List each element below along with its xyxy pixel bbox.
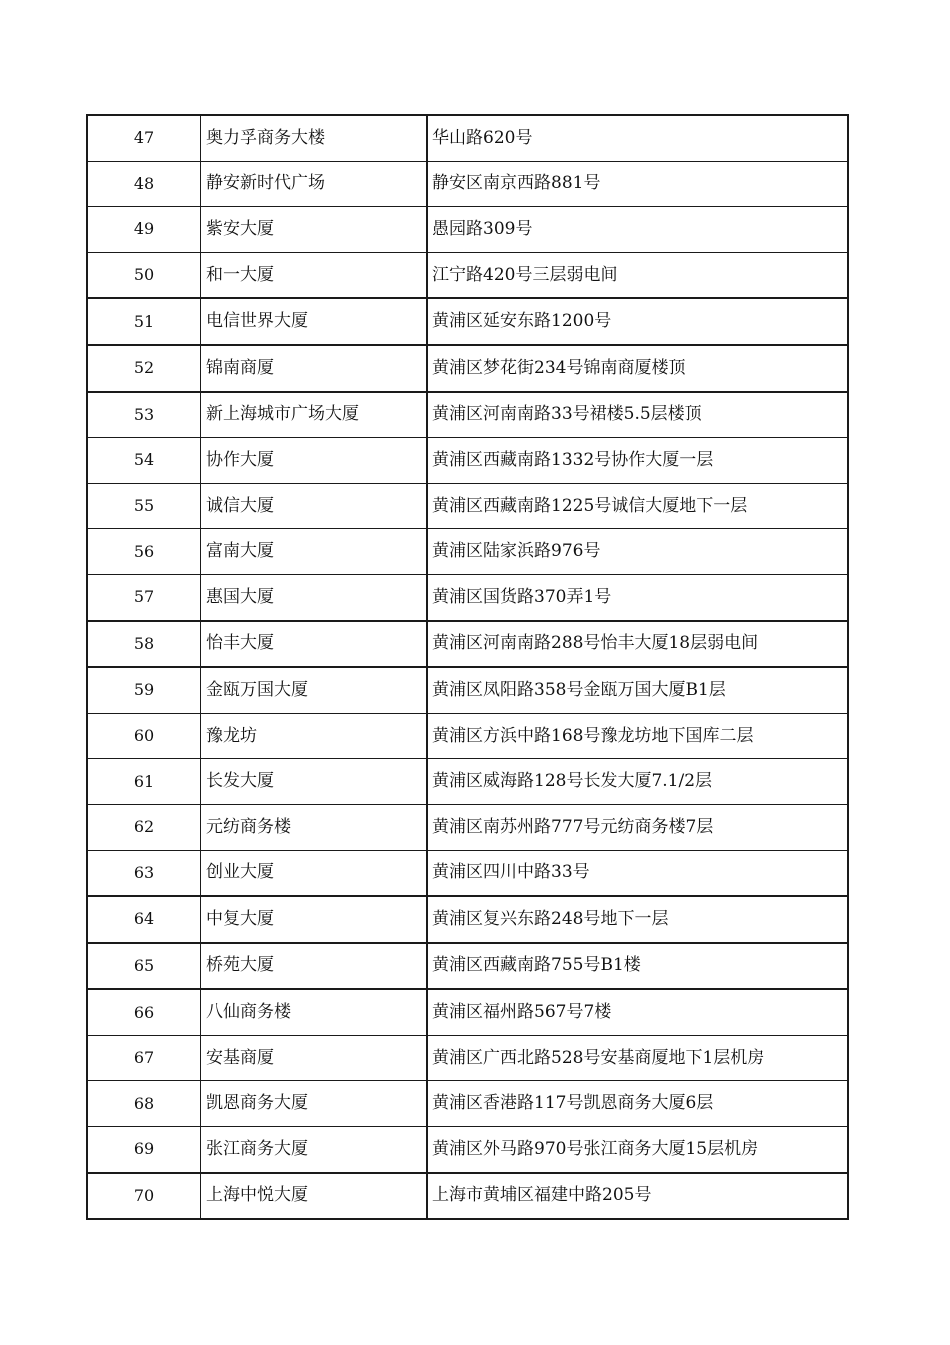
table-row xyxy=(87,850,848,896)
table-row xyxy=(87,1127,848,1173)
building-address: 愚园路309号 xyxy=(427,207,848,253)
building-name: 长发大厦 xyxy=(201,759,428,805)
table-row xyxy=(87,252,848,298)
building-address: 黄浦区香港路117号凯恩商务大厦6层 xyxy=(427,1081,848,1127)
building-address: 黄浦区威海路128号长发大厦7.1/2层 xyxy=(427,759,848,805)
building-name: 静安新时代广场 xyxy=(201,161,428,207)
building-address-table xyxy=(86,114,849,1220)
row-number: 54 xyxy=(87,438,201,484)
table-row xyxy=(87,392,848,438)
building-name: 元纺商务楼 xyxy=(201,804,428,850)
row-number: 59 xyxy=(87,667,201,713)
building-name: 奥力孚商务大楼 xyxy=(201,115,428,161)
row-number: 52 xyxy=(87,345,201,392)
building-name: 锦南商厦 xyxy=(201,345,428,392)
table-row xyxy=(87,1035,848,1081)
building-name: 安基商厦 xyxy=(201,1035,428,1081)
building-name: 金瓯万国大厦 xyxy=(201,667,428,713)
building-name: 富南大厦 xyxy=(201,529,428,575)
table-row xyxy=(87,574,848,620)
table-row xyxy=(87,713,848,759)
building-name: 豫龙坊 xyxy=(201,713,428,759)
building-address: 黄浦区西藏南路755号B1楼 xyxy=(427,943,848,990)
row-number: 51 xyxy=(87,298,201,345)
row-number: 60 xyxy=(87,713,201,759)
building-name: 协作大厦 xyxy=(201,438,428,484)
building-address: 黄浦区凤阳路358号金瓯万国大厦B1层 xyxy=(427,667,848,713)
row-number: 62 xyxy=(87,804,201,850)
building-address: 上海市黄埔区福建中路205号 xyxy=(427,1173,848,1220)
building-name: 紫安大厦 xyxy=(201,207,428,253)
table-row xyxy=(87,989,848,1035)
table-row xyxy=(87,345,848,392)
building-address: 黄浦区福州路567号7楼 xyxy=(427,989,848,1035)
table-row xyxy=(87,438,848,484)
row-number: 70 xyxy=(87,1173,201,1220)
building-name: 中复大厦 xyxy=(201,896,428,943)
row-number: 61 xyxy=(87,759,201,805)
building-name: 新上海城市广场大厦 xyxy=(201,392,428,438)
row-number: 48 xyxy=(87,161,201,207)
row-number: 57 xyxy=(87,574,201,620)
building-name: 凯恩商务大厦 xyxy=(201,1081,428,1127)
building-name: 桥苑大厦 xyxy=(201,943,428,990)
row-number: 58 xyxy=(87,621,201,668)
table-row xyxy=(87,896,848,943)
row-number: 68 xyxy=(87,1081,201,1127)
row-number: 66 xyxy=(87,989,201,1035)
building-name: 怡丰大厦 xyxy=(201,621,428,668)
building-address: 江宁路420号三层弱电间 xyxy=(427,252,848,298)
building-address: 黄浦区梦花街234号锦南商厦楼顶 xyxy=(427,345,848,392)
row-number: 67 xyxy=(87,1035,201,1081)
table-row xyxy=(87,621,848,668)
row-number: 64 xyxy=(87,896,201,943)
table-row xyxy=(87,483,848,529)
building-address: 静安区南京西路881号 xyxy=(427,161,848,207)
table-row xyxy=(87,1081,848,1127)
table-row xyxy=(87,759,848,805)
row-number: 63 xyxy=(87,850,201,896)
row-number: 50 xyxy=(87,252,201,298)
building-name: 诚信大厦 xyxy=(201,483,428,529)
building-name: 上海中悦大厦 xyxy=(201,1173,428,1220)
building-address: 黄浦区西藏南路1332号协作大厦一层 xyxy=(427,438,848,484)
building-address: 黄浦区广西北路528号安基商厦地下1层机房 xyxy=(427,1035,848,1081)
building-address: 黄浦区外马路970号张江商务大厦15层机房 xyxy=(427,1127,848,1173)
building-name: 八仙商务楼 xyxy=(201,989,428,1035)
building-address: 黄浦区国货路370弄1号 xyxy=(427,574,848,620)
building-address: 黄浦区南苏州路777号元纺商务楼7层 xyxy=(427,804,848,850)
building-name: 张江商务大厦 xyxy=(201,1127,428,1173)
table-row xyxy=(87,115,848,161)
row-number: 56 xyxy=(87,529,201,575)
building-name: 创业大厦 xyxy=(201,850,428,896)
table-row xyxy=(87,207,848,253)
building-address: 黄浦区延安东路1200号 xyxy=(427,298,848,345)
table-row xyxy=(87,667,848,713)
building-name: 电信世界大厦 xyxy=(201,298,428,345)
row-number: 65 xyxy=(87,943,201,990)
row-number: 69 xyxy=(87,1127,201,1173)
table-row xyxy=(87,529,848,575)
table-row xyxy=(87,804,848,850)
building-name: 惠国大厦 xyxy=(201,574,428,620)
building-address: 黄浦区西藏南路1225号诚信大厦地下一层 xyxy=(427,483,848,529)
row-number: 47 xyxy=(87,115,201,161)
building-address: 黄浦区四川中路33号 xyxy=(427,850,848,896)
table-row xyxy=(87,161,848,207)
table-row xyxy=(87,1173,848,1220)
building-address: 黄浦区河南南路33号裙楼5.5层楼顶 xyxy=(427,392,848,438)
building-address: 黄浦区陆家浜路976号 xyxy=(427,529,848,575)
building-address: 黄浦区河南南路288号怡丰大厦18层弱电间 xyxy=(427,621,848,668)
row-number: 53 xyxy=(87,392,201,438)
row-number: 49 xyxy=(87,207,201,253)
building-name: 和一大厦 xyxy=(201,252,428,298)
table-row xyxy=(87,943,848,990)
building-address: 华山路620号 xyxy=(427,115,848,161)
row-number: 55 xyxy=(87,483,201,529)
table-row xyxy=(87,298,848,345)
building-address: 黄浦区方浜中路168号豫龙坊地下国库二层 xyxy=(427,713,848,759)
table-body xyxy=(87,115,848,1219)
building-address: 黄浦区复兴东路248号地下一层 xyxy=(427,896,848,943)
